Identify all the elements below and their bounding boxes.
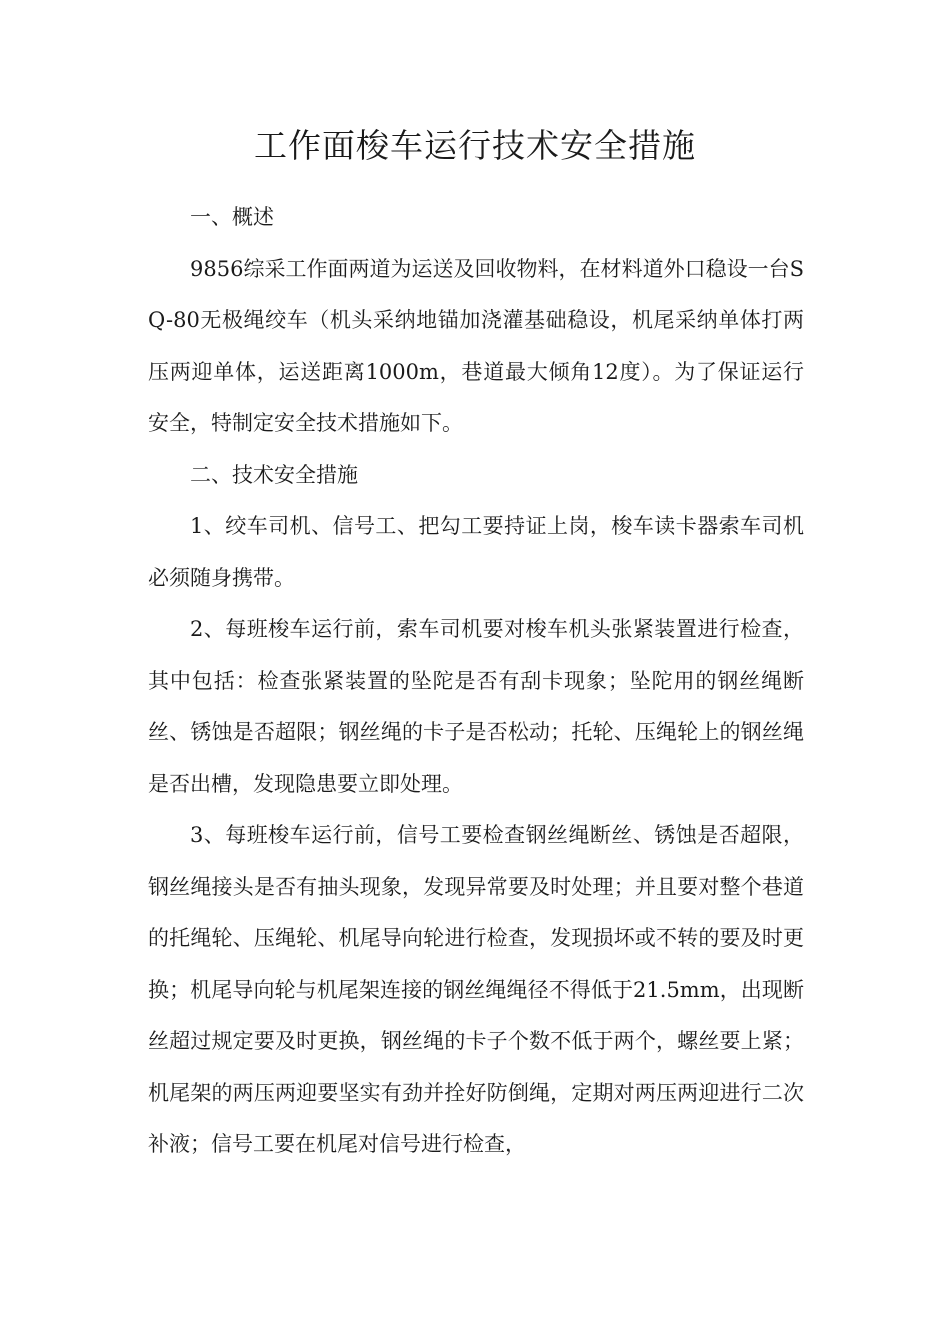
measure-item-3: 3、每班梭车运行前，信号工要检查钢丝绳断丝、锈蚀是否超限，钢丝绳接头是否有抽头现象，发现异常要及时处理；并且要对整个巷道的托绳轮、压绳轮、机尾导向轮进行检查，发现损坏或不转的要及时更换；机尾导向轮与机尾架连接的钢丝绳绳径不得低于21.5mm，出现断丝超过规定要及时更换，钢丝绳的卡子个数不低于两个，螺丝要上紧；机尾架的两压两迎要坚实有劲并拴好防倒绳，定期对两压两迎进行二次补液；信号工要在机尾对信号进行检查，	[148, 823, 804, 1156]
section-heading-overview: 一、概述	[190, 205, 274, 229]
document-title: 工作面梭车运行技术安全措施	[254, 126, 696, 165]
measure-item-1: 1、绞车司机、信号工、把勾工要持证上岗，梭车读卡器索车司机必须随身携带。	[148, 514, 804, 590]
section-heading-measures: 二、技术安全措施	[190, 462, 358, 487]
measure-item-2: 2、每班梭车运行前，索车司机要对梭车机头张紧装置进行检查，其中包括：检查张紧装置的坠陀是否有刮卡现象；坠陀用的钢丝绳断丝、锈蚀是否超限；钢丝绳的卡子是否松动；托轮、压绳轮上的钢丝绳是否出槽，发现隐患要立即处理。	[148, 617, 804, 796]
overview-paragraph: 9856综采工作面两道为运送及回收物料，在材料道外口稳设一台SQ-80无极绳绞车（机头采纳地锚加浇灌基础稳设，机尾采纳单体打两压两迎单体，运送距离1000m，巷道最大倾角12度）。为了保证运行安全，特制定安全技术措施如下。	[148, 256, 804, 435]
document-body	[148, 192, 804, 1171]
